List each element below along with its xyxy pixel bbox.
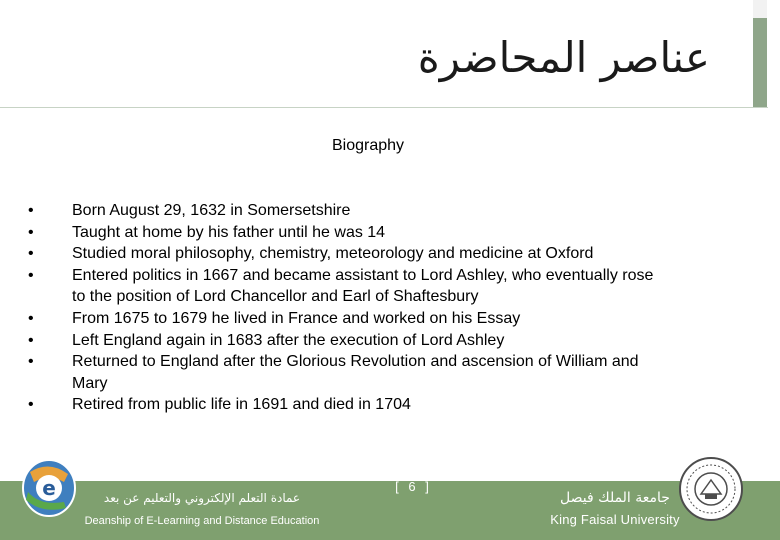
deanship-label: [72, 486, 332, 532]
bullet-item: [28, 394, 668, 416]
kfu-seal-icon: [678, 456, 744, 522]
bullet-item: [28, 243, 668, 265]
bullet-item: [28, 351, 668, 394]
e-learning-globe-icon: [20, 452, 78, 518]
slide-subtitle: Biography: [331, 137, 405, 154]
svg-text:e: e: [42, 476, 56, 500]
bullet-list: [28, 200, 668, 416]
bullet-item: [28, 200, 668, 222]
bullet-item: [28, 308, 668, 330]
slide-title: عناصر المحاضرة: [417, 33, 710, 82]
bullet-text: Entered politics in 1667 and became assistant to Lord Ashley, who eventually rose to the position of Lord Chancellor and Earl of Shaftesbury: [72, 266, 654, 306]
bullet-dot: •: [28, 353, 34, 371]
page-number: [ 6 ]: [395, 479, 429, 494]
bullet-item: [28, 265, 668, 308]
bullet-dot: •: [28, 202, 34, 219]
bullet-text: Born August 29, 1632 in Somersetshire: [72, 202, 351, 219]
bullet-text: Taught at home by his father until he was 14: [72, 223, 386, 241]
bullet-item: [28, 330, 668, 352]
bullet-item: [28, 222, 668, 244]
bullet-text: Left England again in 1683 after the execution of Lord Ashley: [72, 331, 505, 349]
bullet-dot: •: [28, 309, 34, 327]
university-arabic: جامعة الملك فيصل: [560, 490, 670, 506]
bullet-dot: •: [28, 396, 34, 414]
bullet-dot: •: [28, 331, 34, 349]
deanship-english: Deanship of E-Learning and Distance Education: [84, 515, 320, 527]
deanship-arabic: عمادة التعلم الإلكتروني والتعليم عن بعد: [103, 491, 301, 505]
bullet-text: Studied moral philosophy, chemistry, meteorology and medicine at Oxford: [72, 245, 594, 263]
bullet-dot: •: [28, 245, 34, 263]
title-accent-bar-top: [753, 0, 767, 18]
bullet-text: Retired from public life in 1691 and died in 1704: [72, 396, 411, 414]
bullet-dot: •: [28, 266, 34, 284]
bullet-dot: •: [28, 223, 34, 241]
bullet-text: From 1675 to 1679 he lived in France and worked on his Essay: [72, 309, 521, 327]
bullet-text: Returned to England after the Glorious Revolution and ascension of William and Mary: [72, 353, 639, 392]
university-english: King Faisal University: [550, 512, 680, 527]
title-divider: [0, 107, 768, 108]
